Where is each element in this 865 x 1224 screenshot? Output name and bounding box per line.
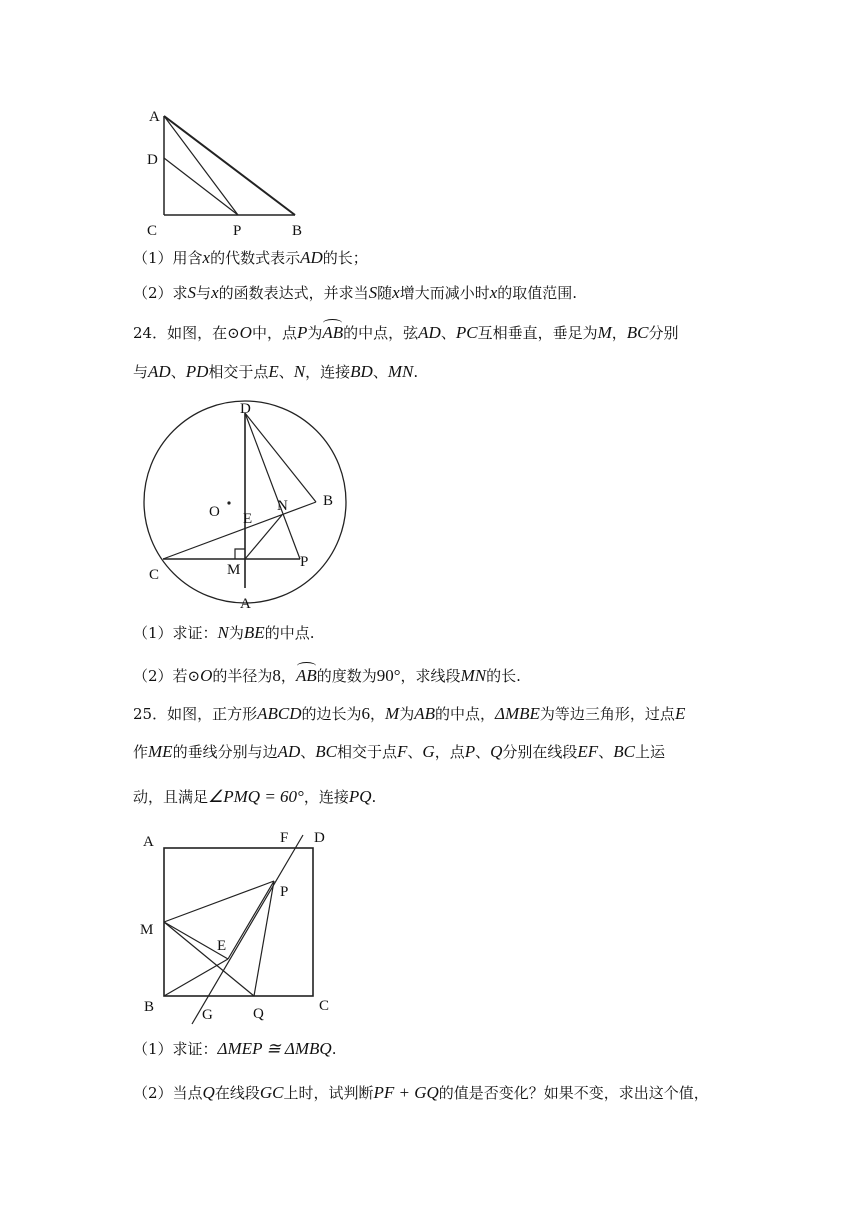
circle-figure-q24 <box>140 398 350 613</box>
label-P: P <box>280 884 289 900</box>
label-P: P <box>233 223 242 239</box>
label-G: G <box>202 1007 213 1023</box>
q24-stem-line1: 24．如图，在⊙O中，点P为AB的中点，弦AD、PC互相垂直，垂足为M，BC分别 <box>133 323 679 342</box>
q25-stem-line2: 作ME的垂线分别与边AD、BC相交于点F、G，点P、Q分别在线段EF、BC上运 <box>133 742 665 761</box>
q25-part1: （1）求证：ΔMEP ≅ ΔMBQ. <box>133 1039 337 1058</box>
square-figure-q25 <box>135 825 350 1025</box>
q25-stem-line3: 动，且满足∠PMQ = 60°，连接PQ. <box>133 787 377 806</box>
label-O: O <box>209 504 220 520</box>
q24-part2: （2）若⊙O的半径为8，AB的度数为90°，求线段MN的长. <box>133 666 521 685</box>
label-Q: Q <box>253 1006 264 1022</box>
label-D: D <box>314 830 325 846</box>
label-D: D <box>147 152 158 168</box>
q23-part2: （2）求S与x的函数表达式，并求当S随x增大而减小时x的取值范围. <box>133 283 578 302</box>
q25-stem-line1: 25．如图，正方形ABCD的边长为6，M为AB的中点，ΔMBE为等边三角形，过点E <box>133 704 686 723</box>
q24-stem-line2: 与AD、PD相交于点E、N，连接BD、MN. <box>133 362 419 381</box>
label-N: N <box>277 498 288 514</box>
label-F: F <box>280 830 289 846</box>
label-E: E <box>243 511 253 527</box>
label-P: P <box>300 554 309 570</box>
label-C: C <box>149 567 160 583</box>
q25-part2: （2）当点Q在线段GC上时，试判断PF + GQ的值是否变化？如果不变，求出这个值， <box>133 1083 709 1102</box>
label-E: E <box>217 938 227 954</box>
label-C: C <box>147 223 158 239</box>
q24-part1: （1）求证：N为BE的中点. <box>133 623 315 642</box>
label-C: C <box>319 998 330 1014</box>
label-B: B <box>144 999 155 1015</box>
label-A: A <box>149 109 160 125</box>
label-M: M <box>227 562 241 578</box>
triangle-figure-q23 <box>140 100 320 240</box>
label-D: D <box>240 401 251 417</box>
label-B: B <box>292 223 303 239</box>
label-M: M <box>140 922 154 938</box>
q23-part1: （1）用含x的代数式表示AD的长； <box>133 248 368 267</box>
label-B: B <box>323 493 334 509</box>
label-A: A <box>143 834 154 850</box>
label-A: A <box>240 596 251 612</box>
arc-AB: AB <box>322 323 344 342</box>
arc-AB: AB <box>295 666 317 685</box>
center-point <box>227 501 230 504</box>
